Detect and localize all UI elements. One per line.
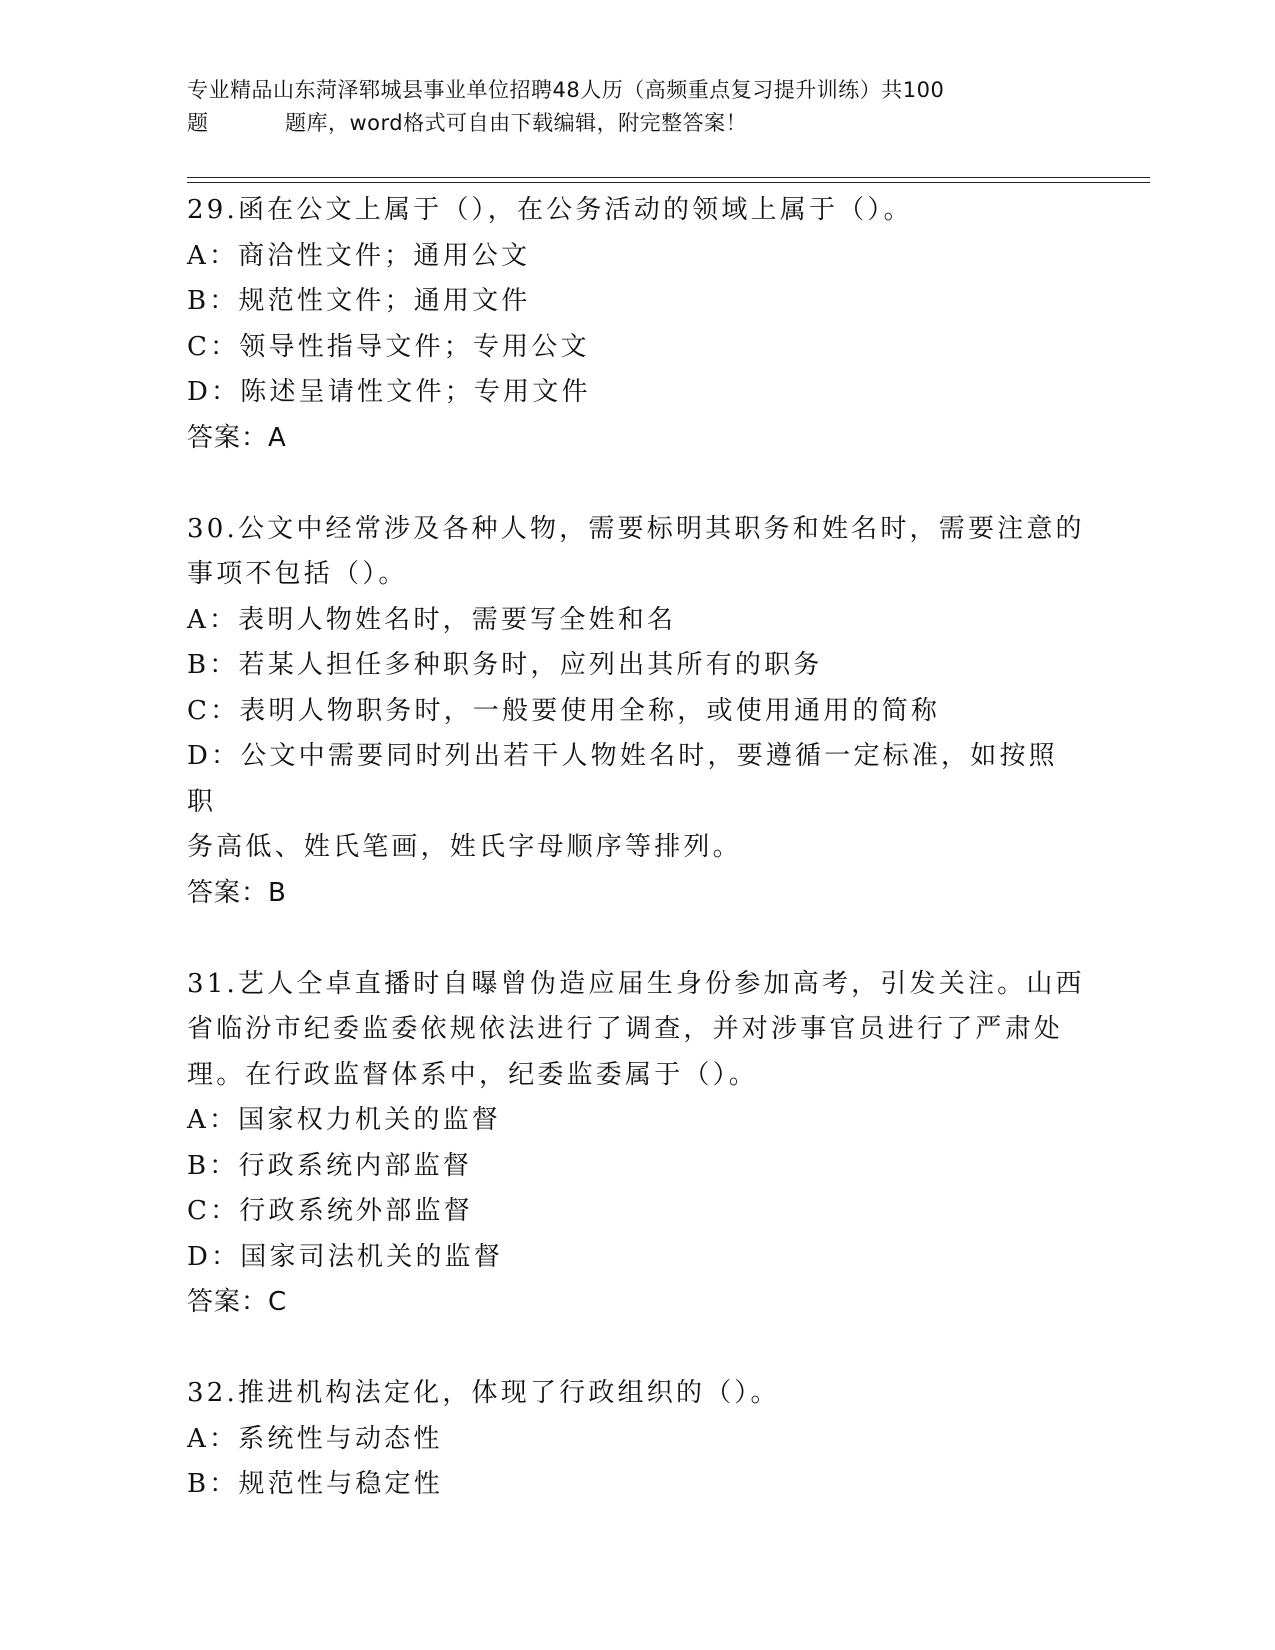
option-d: D：陈述呈请性文件；专用文件 — [187, 377, 591, 407]
option-d-continued: 务高低、姓氏笔画，姓氏字母顺序等排列。 — [187, 832, 742, 862]
option-b: B：规范性文件；通用文件 — [187, 286, 531, 316]
question-list — [187, 188, 1087, 1508]
header-divider-bottom — [187, 182, 1150, 183]
option-c: C：行政系统外部监督 — [187, 1196, 473, 1226]
option-b: B：规范性与稳定性 — [187, 1469, 443, 1499]
header-title-line-1: 专业精品山东菏泽郓城县事业单位招聘48人历（高频重点复习提升训练）共100 — [187, 78, 945, 102]
option-b: B：行政系统内部监督 — [187, 1150, 473, 1181]
question-stem: 31.艺人仝卓直播时自曝曾伪造应届生身份参加高考，引发关注。山西 — [187, 968, 1085, 999]
answer-line: 答案：C — [187, 1287, 288, 1317]
option-d: D：公文中需要同时列出若干人物姓名时，要遵循一定标准，如按照职 — [187, 741, 1058, 817]
option-d: D：国家司法机关的监督 — [187, 1241, 504, 1272]
question-31 — [187, 962, 1087, 1326]
header-title-line-2 — [187, 107, 1147, 140]
option-a: A：国家权力机关的监督 — [187, 1105, 501, 1135]
question-stem-continued: 理。在行政监督体系中，纪委监委属于（）。 — [187, 1059, 759, 1090]
answer-line: 答案：B — [187, 877, 287, 908]
option-a: A：表明人物姓名时，需要写全姓和名 — [187, 604, 677, 635]
question-stem-continued: 省临汾市纪委监委依规依法进行了调查，并对涉事官员进行了严肃处 — [187, 1014, 1064, 1044]
header-title-line-2-lead: 题 — [187, 111, 209, 135]
question-stem: 29.函在公文上属于（），在公务活动的领域上属于（）。 — [187, 195, 913, 225]
document-header — [187, 74, 1147, 140]
question-stem-continued: 事项不包括（）。 — [187, 559, 408, 589]
option-c: C：领导性指导文件；专用公文 — [187, 331, 590, 362]
header-divider-top — [187, 177, 1150, 178]
question-stem: 32.推进机构法定化，体现了行政组织的（）。 — [187, 1378, 780, 1408]
option-c: C：表明人物职务时，一般要使用全称，或使用通用的简称 — [187, 695, 941, 726]
question-32 — [187, 1371, 1087, 1508]
question-29 — [187, 188, 1087, 461]
option-b: B：若某人担任多种职务时，应列出其所有的职务 — [187, 650, 823, 680]
answer-line: 答案：A — [187, 422, 287, 453]
question-30 — [187, 507, 1087, 917]
question-stem: 30.公文中经常涉及各种人物，需要标明其职务和姓名时，需要注意的 — [187, 513, 1085, 544]
option-a: A：系统性与动态性 — [187, 1423, 443, 1454]
option-a: A：商洽性文件；通用公文 — [187, 240, 531, 271]
header-title-line-2-text: 题库，word格式可自由下载编辑，附完整答案！ — [285, 111, 748, 135]
